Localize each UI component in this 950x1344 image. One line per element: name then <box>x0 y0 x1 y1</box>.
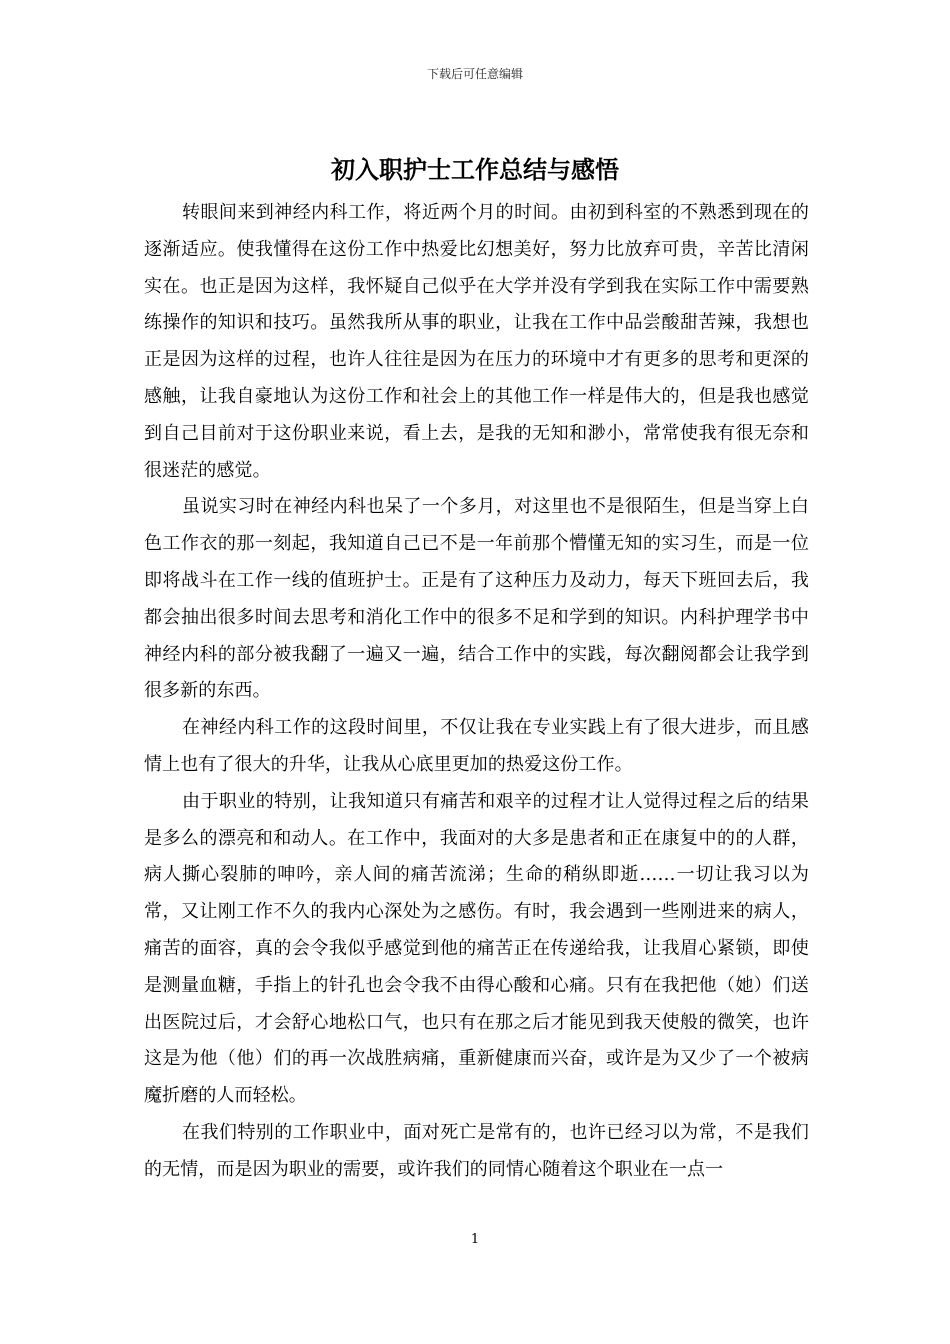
paragraph-5: 在我们特别的工作职业中，面对死亡是常有的，也许已经习以为常，不是我们的无情，而是因为职业的需要，或许我们的同情心随着这个职业在一点一 <box>144 1121 809 1180</box>
paragraph-4: 由于职业的特别，让我知道只有痛苦和艰辛的过程才让人觉得过程之后的结果是多么的漂亮和和动人。在工作中，我面对的大多是患者和正在康复中的的人群，病人撕心裂肺的呻吟，亲人间的痛苦流涕；生命的稍纵即逝……一切让我习以为常，又让刚工作不久的我内心深处为之感伤。有时，我会遇到一些刚进来的病人，痛苦的面容，真的会令我似乎感觉到他的痛苦正在传递给我，让我眉心紧锁，即使是测量血糖，手指上的针孔也会令我不由得心酸和心痛。只有在我把他（她）们送出医院过后，才会舒心地松口气，也只有在那之后才能见到我天使般的微笑，也许这是为他（他）们的再一次战胜病痛，重新健康而兴奋，或许是为又少了一个被病魔折磨的人而轻松。 <box>144 790 809 1107</box>
paragraph-3: 在神经内科工作的这段时间里，不仅让我在专业实践上有了很大进步，而且感情上也有了很大的升华，让我从心底里更加的热爱这份工作。 <box>144 717 809 775</box>
paragraph-2: 虽说实习时在神经内科也呆了一个多月，对这里也不是很陌生，但是当穿上白色工作衣的那一刻起，我知道自己已不是一年前那个懵懂无知的实习生，而是一位即将战斗在工作一线的值班护士。正是有了这种压力及动力，每天下班回去后，我都会抽出很多时间去思考和消化工作中的很多不足和学到的知识。内科护理学书中神经内科的部分被我翻了一遍又一遍，结合工作中的实践，每次翻阅都会让我学到很多新的东西。 <box>144 496 809 702</box>
header-note: 下载后可任意编辑 <box>426 67 523 81</box>
document-title: 初入职护士工作总结与感悟 <box>331 155 619 184</box>
page-number: 1 <box>470 1232 480 1247</box>
document-body <box>144 195 809 1189</box>
paragraph-1: 转眼间来到神经内科工作，将近两个月的时间。由初到科室的不熟悉到现在的逐渐适应。使我懂得在这份工作中热爱比幻想美好，努力比放弃可贵，辛苦比清闲实在。也正是因为这样，我怀疑自己似乎在大学并没有学到我在实际工作中需要熟练操作的知识和技巧。虽然我所从事的职业，让我在工作中品尝酸甜苦辣，我想也正是因为这样的过程，也许人往往是因为在压力的环境中才有更多的思考和更深的感触，让我自豪地认为这份工作和社会上的其他工作一样是伟大的，但是我也感觉到自己目前对于这份职业来说，看上去，是我的无知和渺小，常常使我有很无奈和很迷茫的感觉。 <box>144 202 809 481</box>
